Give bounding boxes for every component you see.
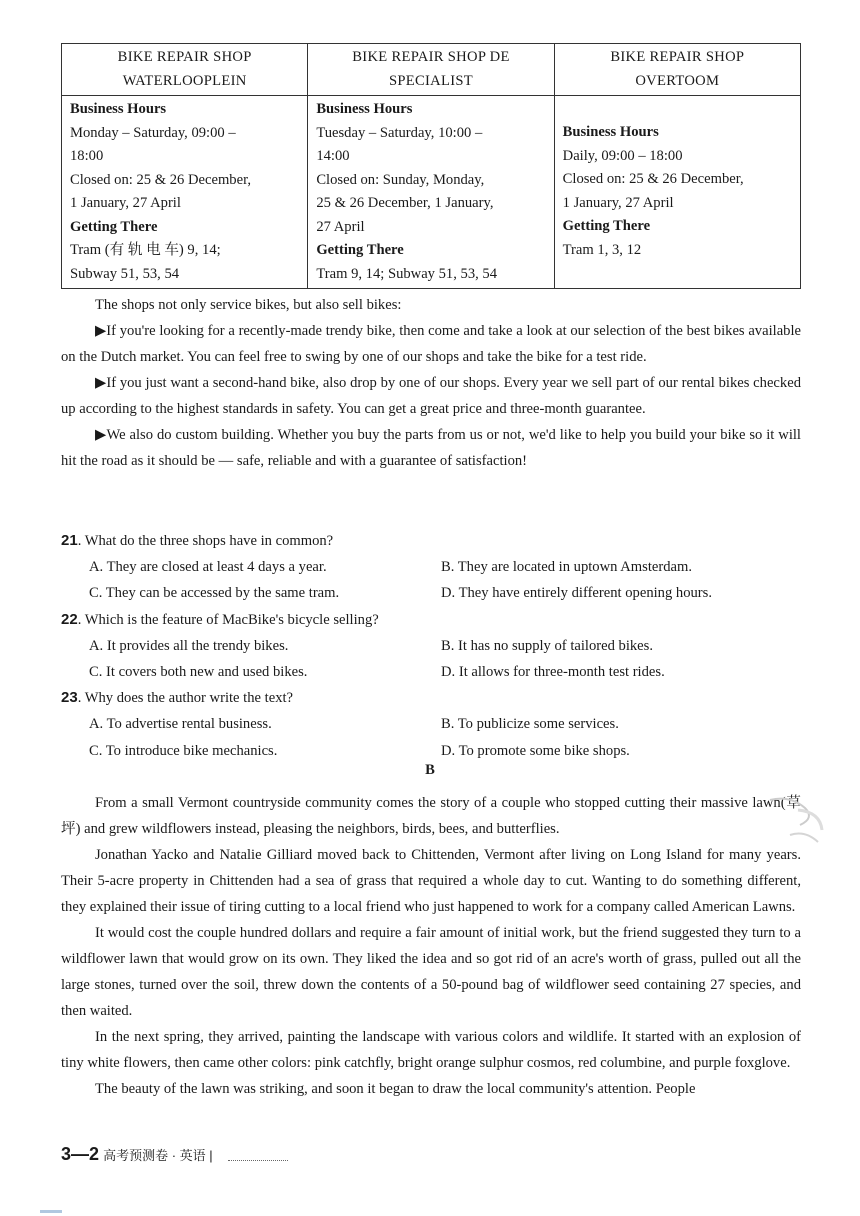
- question-number: 22: [61, 611, 78, 628]
- bullet-paragraph: ▶We also do custom building. Whether you buy the parts from us or not, we'd like to help you build your bike so it will hit the road as it should be — safe, reliable and with a guarantee of satisfaction!: [61, 427, 801, 469]
- closed-line: Closed on: Sunday, Monday,: [316, 171, 485, 188]
- table-body-row: [62, 96, 801, 289]
- option-a[interactable]: A. To advertise rental business.: [89, 716, 272, 732]
- hours-title: Business Hours: [70, 101, 167, 117]
- passage-b-text: [61, 790, 801, 1102]
- footer-title: 高考预测卷 · 英语 |: [103, 1148, 213, 1163]
- edge-mark: [40, 1210, 62, 1213]
- question-23: [61, 685, 801, 711]
- hours-line: Tuesday – Saturday, 10:00 –: [316, 124, 483, 141]
- table-header-row: [62, 44, 801, 96]
- bullet-paragraph: ▶If you just want a second-hand bike, also drop by one of our shops. Every year we sell part of our rental bikes checked up according to the highest standards in safety. You can get a great price and three-month guarantee.: [61, 375, 801, 417]
- header-waterlooplein: BIKE REPAIR SHOP WATERLOOPLEIN: [62, 44, 308, 96]
- intro-line: The shops not only service bikes, but also sell bikes:: [95, 297, 402, 313]
- getting-title: Getting There: [70, 218, 158, 235]
- header-de-specialist: BIKE REPAIR SHOP DE SPECIALIST: [308, 44, 554, 96]
- closed-line: Closed on: 25 & 26 December,: [70, 171, 251, 188]
- getting-line: Tram 9, 14; Subway 51, 53, 54: [316, 265, 498, 282]
- hours-line: 18:00: [70, 148, 104, 164]
- closed-line: Closed on: 25 & 26 December,: [562, 171, 744, 187]
- getting-line: Tram (有 轨 电 车) 9, 14;: [70, 242, 221, 258]
- passage-paragraph: The beauty of the lawn was striking, and soon it began to draw the local community's attention. People: [95, 1081, 696, 1097]
- option-d[interactable]: D. It allows for three-month test rides.: [441, 664, 665, 680]
- cell-waterlooplein: [62, 96, 308, 289]
- option-d[interactable]: D. To promote some bike shops.: [441, 743, 630, 759]
- option-b[interactable]: B. To publicize some services.: [441, 716, 619, 732]
- closed-line: 1 January, 27 April: [70, 195, 181, 211]
- cell-overtoom: [554, 96, 800, 289]
- option-b[interactable]: B. They are located in uptown Amsterdam.: [441, 559, 693, 575]
- passage-paragraph: It would cost the couple hundred dollars and require a fair amount of initial work, but the friend suggested they turn to a wildflower lawn that would grow on its own. They liked the idea and so got rid of an acre's worth of grass, pulled out all the large stones, turned over the soil, threw down the contents of a 50-pound bag of wildflower seed containing 27 species, and then waited.: [61, 925, 801, 1019]
- bike-shop-table: [61, 43, 801, 289]
- margin-doodle-icon: [760, 790, 830, 850]
- option-a[interactable]: A. It provides all the trendy bikes.: [89, 638, 289, 654]
- question-number: 21: [61, 532, 78, 549]
- footer-divider: [228, 1160, 288, 1161]
- question-22: [61, 607, 801, 633]
- hours-line: 14:00: [316, 148, 350, 164]
- option-d[interactable]: D. They have entirely different opening hours.: [441, 585, 712, 601]
- passage-paragraph: In the next spring, they arrived, painting the landscape with various colors and wildlife. It started with an explosion of tiny white flowers, then came other colors: pink catchfly, bright orange sulphur cosmos, red columbine, and purple foxglove.: [61, 1029, 801, 1071]
- option-c[interactable]: C. To introduce bike mechanics.: [89, 743, 278, 759]
- option-a[interactable]: A. They are closed at least 4 days a year.: [89, 559, 327, 575]
- question-text: . Why does the author write the text?: [77, 690, 294, 706]
- question-text: . Which is the feature of MacBike's bicycle selling?: [77, 612, 379, 628]
- page-footer: [61, 1144, 213, 1165]
- page-number: 3—2: [61, 1144, 100, 1164]
- header-overtoom: BIKE REPAIR SHOP OVERTOOM: [554, 44, 800, 96]
- passage-a-text: [61, 292, 801, 474]
- cell-de-specialist: [308, 96, 554, 289]
- question-number: 23: [61, 689, 78, 706]
- passage-paragraph: Jonathan Yacko and Natalie Gilliard moved back to Chittenden, Vermont after living on Long Island for many years. Their 5-acre property in Chittenden had a sea of grass that required a whole day to cut. Wanting to do something different, they explained their issue of tiring cutting to a local friend who just happened to work for a company called American Lawns.: [61, 847, 801, 915]
- hours-line: Daily, 09:00 – 18:00: [562, 147, 683, 164]
- passage-paragraph: From a small Vermont countryside community comes the story of a couple who stopped cutting their massive lawn(草坪) and grew wildflowers instead, pleasing the neighbors, birds, bees, and butterflies.: [61, 795, 801, 837]
- closed-line: 1 January, 27 April: [562, 194, 674, 211]
- hours-title: Business Hours: [562, 124, 659, 140]
- getting-line: Tram 1, 3, 12: [562, 241, 642, 258]
- hours-title: Business Hours: [316, 101, 413, 117]
- option-c[interactable]: C. They can be accessed by the same tram.: [89, 585, 340, 601]
- question-21: [61, 528, 801, 554]
- option-b[interactable]: B. It has no supply of tailored bikes.: [441, 638, 653, 654]
- closed-line: 25 & 26 December, 1 January,: [316, 195, 494, 211]
- section-b-heading: B: [425, 762, 435, 778]
- question-text: . What do the three shops have in common?: [77, 533, 334, 549]
- hours-line: Monday – Saturday, 09:00 –: [70, 124, 236, 141]
- getting-title: Getting There: [562, 218, 651, 234]
- option-c[interactable]: C. It covers both new and used bikes.: [89, 664, 308, 680]
- getting-line: Subway 51, 53, 54: [70, 265, 180, 282]
- getting-title: Getting There: [316, 242, 404, 258]
- closed-line: 27 April: [316, 218, 365, 235]
- bullet-paragraph: ▶If you're looking for a recently-made trendy bike, then come and take a look at our selection of the best bikes available on the Dutch market. You can feel free to swing by one of our shops and take the bike for a test ride.: [61, 323, 801, 365]
